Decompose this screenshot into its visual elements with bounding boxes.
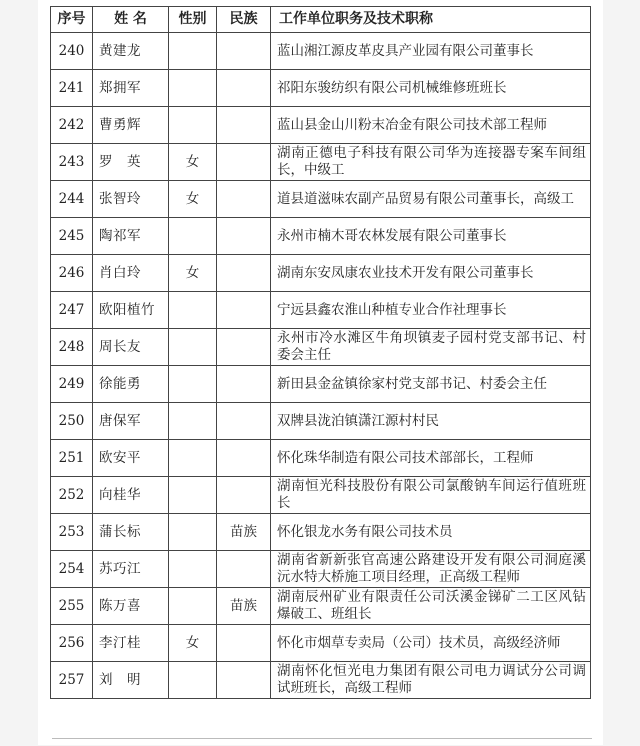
cell-work: 湖南东安凤康农业技术开发有限公司董事长	[271, 255, 591, 292]
cell-work: 祁阳东骏纺织有限公司机械维修班班长	[271, 70, 591, 107]
cell-work: 永州市冷水滩区牛角坝镇麦子园村党支部书记、村委会主任	[271, 329, 591, 366]
table-row	[51, 551, 591, 588]
table-row	[51, 292, 591, 329]
cell-seq: 252	[51, 477, 93, 514]
cell-gender	[169, 551, 217, 588]
cell-work: 怀化珠华制造有限公司技术部部长，工程师	[271, 440, 591, 477]
table-header-row	[51, 7, 591, 33]
table-row	[51, 477, 591, 514]
table-row	[51, 255, 591, 292]
cell-name: 张智玲	[93, 181, 169, 218]
cell-name: 欧安平	[93, 440, 169, 477]
cell-ethnicity	[217, 551, 271, 588]
cell-seq: 250	[51, 403, 93, 440]
table-row	[51, 70, 591, 107]
cell-work: 湖南省新新张官高速公路建设开发有限公司洞庭溪沅水特大桥施工项目经理，正高级工程师	[271, 551, 591, 588]
cell-seq: 257	[51, 662, 93, 699]
cell-gender	[169, 292, 217, 329]
cell-gender	[169, 107, 217, 144]
cell-name: 蒲长标	[93, 514, 169, 551]
cell-name: 唐保军	[93, 403, 169, 440]
table-row	[51, 181, 591, 218]
cell-seq: 254	[51, 551, 93, 588]
cell-seq: 240	[51, 33, 93, 70]
table-row	[51, 144, 591, 181]
cell-name: 肖白玲	[93, 255, 169, 292]
table-row	[51, 33, 591, 70]
cell-gender	[169, 477, 217, 514]
cell-ethnicity	[217, 477, 271, 514]
cell-work: 湖南正德电子科技有限公司华为连接器专案车间组长，中级工	[271, 144, 591, 181]
cell-ethnicity	[217, 329, 271, 366]
cell-seq: 249	[51, 366, 93, 403]
cell-work: 新田县金盆镇徐家村党支部书记、村委会主任	[271, 366, 591, 403]
document-page	[38, 0, 603, 745]
cell-ethnicity	[217, 662, 271, 699]
header-seq: 序号	[51, 7, 93, 33]
table-row	[51, 366, 591, 403]
table-row	[51, 107, 591, 144]
roster-table	[50, 6, 591, 699]
cell-gender	[169, 440, 217, 477]
table-row	[51, 662, 591, 699]
cell-work: 湖南怀化恒光电力集团有限公司电力调试分公司调试班班长，高级工程师	[271, 662, 591, 699]
cell-seq: 245	[51, 218, 93, 255]
cell-ethnicity	[217, 403, 271, 440]
cell-gender	[169, 662, 217, 699]
cell-name: 曹勇辉	[93, 107, 169, 144]
cell-gender	[169, 218, 217, 255]
cell-seq: 243	[51, 144, 93, 181]
table-row	[51, 218, 591, 255]
cell-ethnicity	[217, 33, 271, 70]
cell-name: 徐能勇	[93, 366, 169, 403]
header-work: 工作单位职务及技术职称	[271, 7, 591, 33]
cell-ethnicity	[217, 144, 271, 181]
table-row	[51, 514, 591, 551]
cell-work: 怀化银龙水务有限公司技术员	[271, 514, 591, 551]
cell-work: 湖南恒光科技股份有限公司氯酸钠车间运行值班班长	[271, 477, 591, 514]
cell-seq: 242	[51, 107, 93, 144]
cell-gender	[169, 588, 217, 625]
cell-gender: 女	[169, 625, 217, 662]
cell-seq: 251	[51, 440, 93, 477]
cell-name: 郑拥军	[93, 70, 169, 107]
cell-name: 黄建龙	[93, 33, 169, 70]
cell-gender	[169, 403, 217, 440]
cell-work: 蓝山湘江源皮革皮具产业园有限公司董事长	[271, 33, 591, 70]
cell-gender: 女	[169, 255, 217, 292]
header-name: 姓 名	[93, 7, 169, 33]
cell-work: 蓝山县金山川粉末冶金有限公司技术部工程师	[271, 107, 591, 144]
cell-work: 道县道滋味农副产品贸易有限公司董事长，高级工	[271, 181, 591, 218]
cell-ethnicity	[217, 366, 271, 403]
cell-gender: 女	[169, 181, 217, 218]
cell-ethnicity	[217, 181, 271, 218]
cell-name: 李汀桂	[93, 625, 169, 662]
cell-ethnicity	[217, 70, 271, 107]
cell-name: 刘 明	[93, 662, 169, 699]
table-row	[51, 625, 591, 662]
cell-ethnicity	[217, 255, 271, 292]
header-gender: 性别	[169, 7, 217, 33]
cell-gender	[169, 514, 217, 551]
cell-ethnicity	[217, 625, 271, 662]
cell-seq: 246	[51, 255, 93, 292]
table-row	[51, 440, 591, 477]
cell-gender	[169, 329, 217, 366]
cell-seq: 244	[51, 181, 93, 218]
cell-seq: 241	[51, 70, 93, 107]
cell-seq: 256	[51, 625, 93, 662]
cell-ethnicity	[217, 292, 271, 329]
table-body	[51, 33, 591, 699]
cell-name: 欧阳植竹	[93, 292, 169, 329]
cell-name: 周长友	[93, 329, 169, 366]
cell-work: 双牌县泷泊镇潇江源村村民	[271, 403, 591, 440]
table-row	[51, 588, 591, 625]
cell-seq: 253	[51, 514, 93, 551]
cell-seq: 247	[51, 292, 93, 329]
cell-gender	[169, 70, 217, 107]
cell-seq: 255	[51, 588, 93, 625]
cell-work: 永州市楠木哥农林发展有限公司董事长	[271, 218, 591, 255]
cell-work: 宁远县鑫农淮山种植专业合作社理事长	[271, 292, 591, 329]
cell-name: 向桂华	[93, 477, 169, 514]
cell-ethnicity	[217, 218, 271, 255]
cell-ethnicity	[217, 107, 271, 144]
cell-gender: 女	[169, 144, 217, 181]
cell-gender	[169, 366, 217, 403]
cell-name: 罗 英	[93, 144, 169, 181]
cell-ethnicity	[217, 440, 271, 477]
cell-name: 陶祁军	[93, 218, 169, 255]
table-row	[51, 403, 591, 440]
cell-name: 苏巧江	[93, 551, 169, 588]
cell-work: 湖南辰州矿业有限责任公司沃溪金锑矿二工区风钻爆破工、班组长	[271, 588, 591, 625]
cell-name: 陈万喜	[93, 588, 169, 625]
cell-ethnicity: 苗族	[217, 588, 271, 625]
cell-ethnicity: 苗族	[217, 514, 271, 551]
cell-work: 怀化市烟草专卖局（公司）技术员，高级经济师	[271, 625, 591, 662]
cell-seq: 248	[51, 329, 93, 366]
cell-gender	[169, 33, 217, 70]
table-row	[51, 329, 591, 366]
header-ethnicity: 民族	[217, 7, 271, 33]
